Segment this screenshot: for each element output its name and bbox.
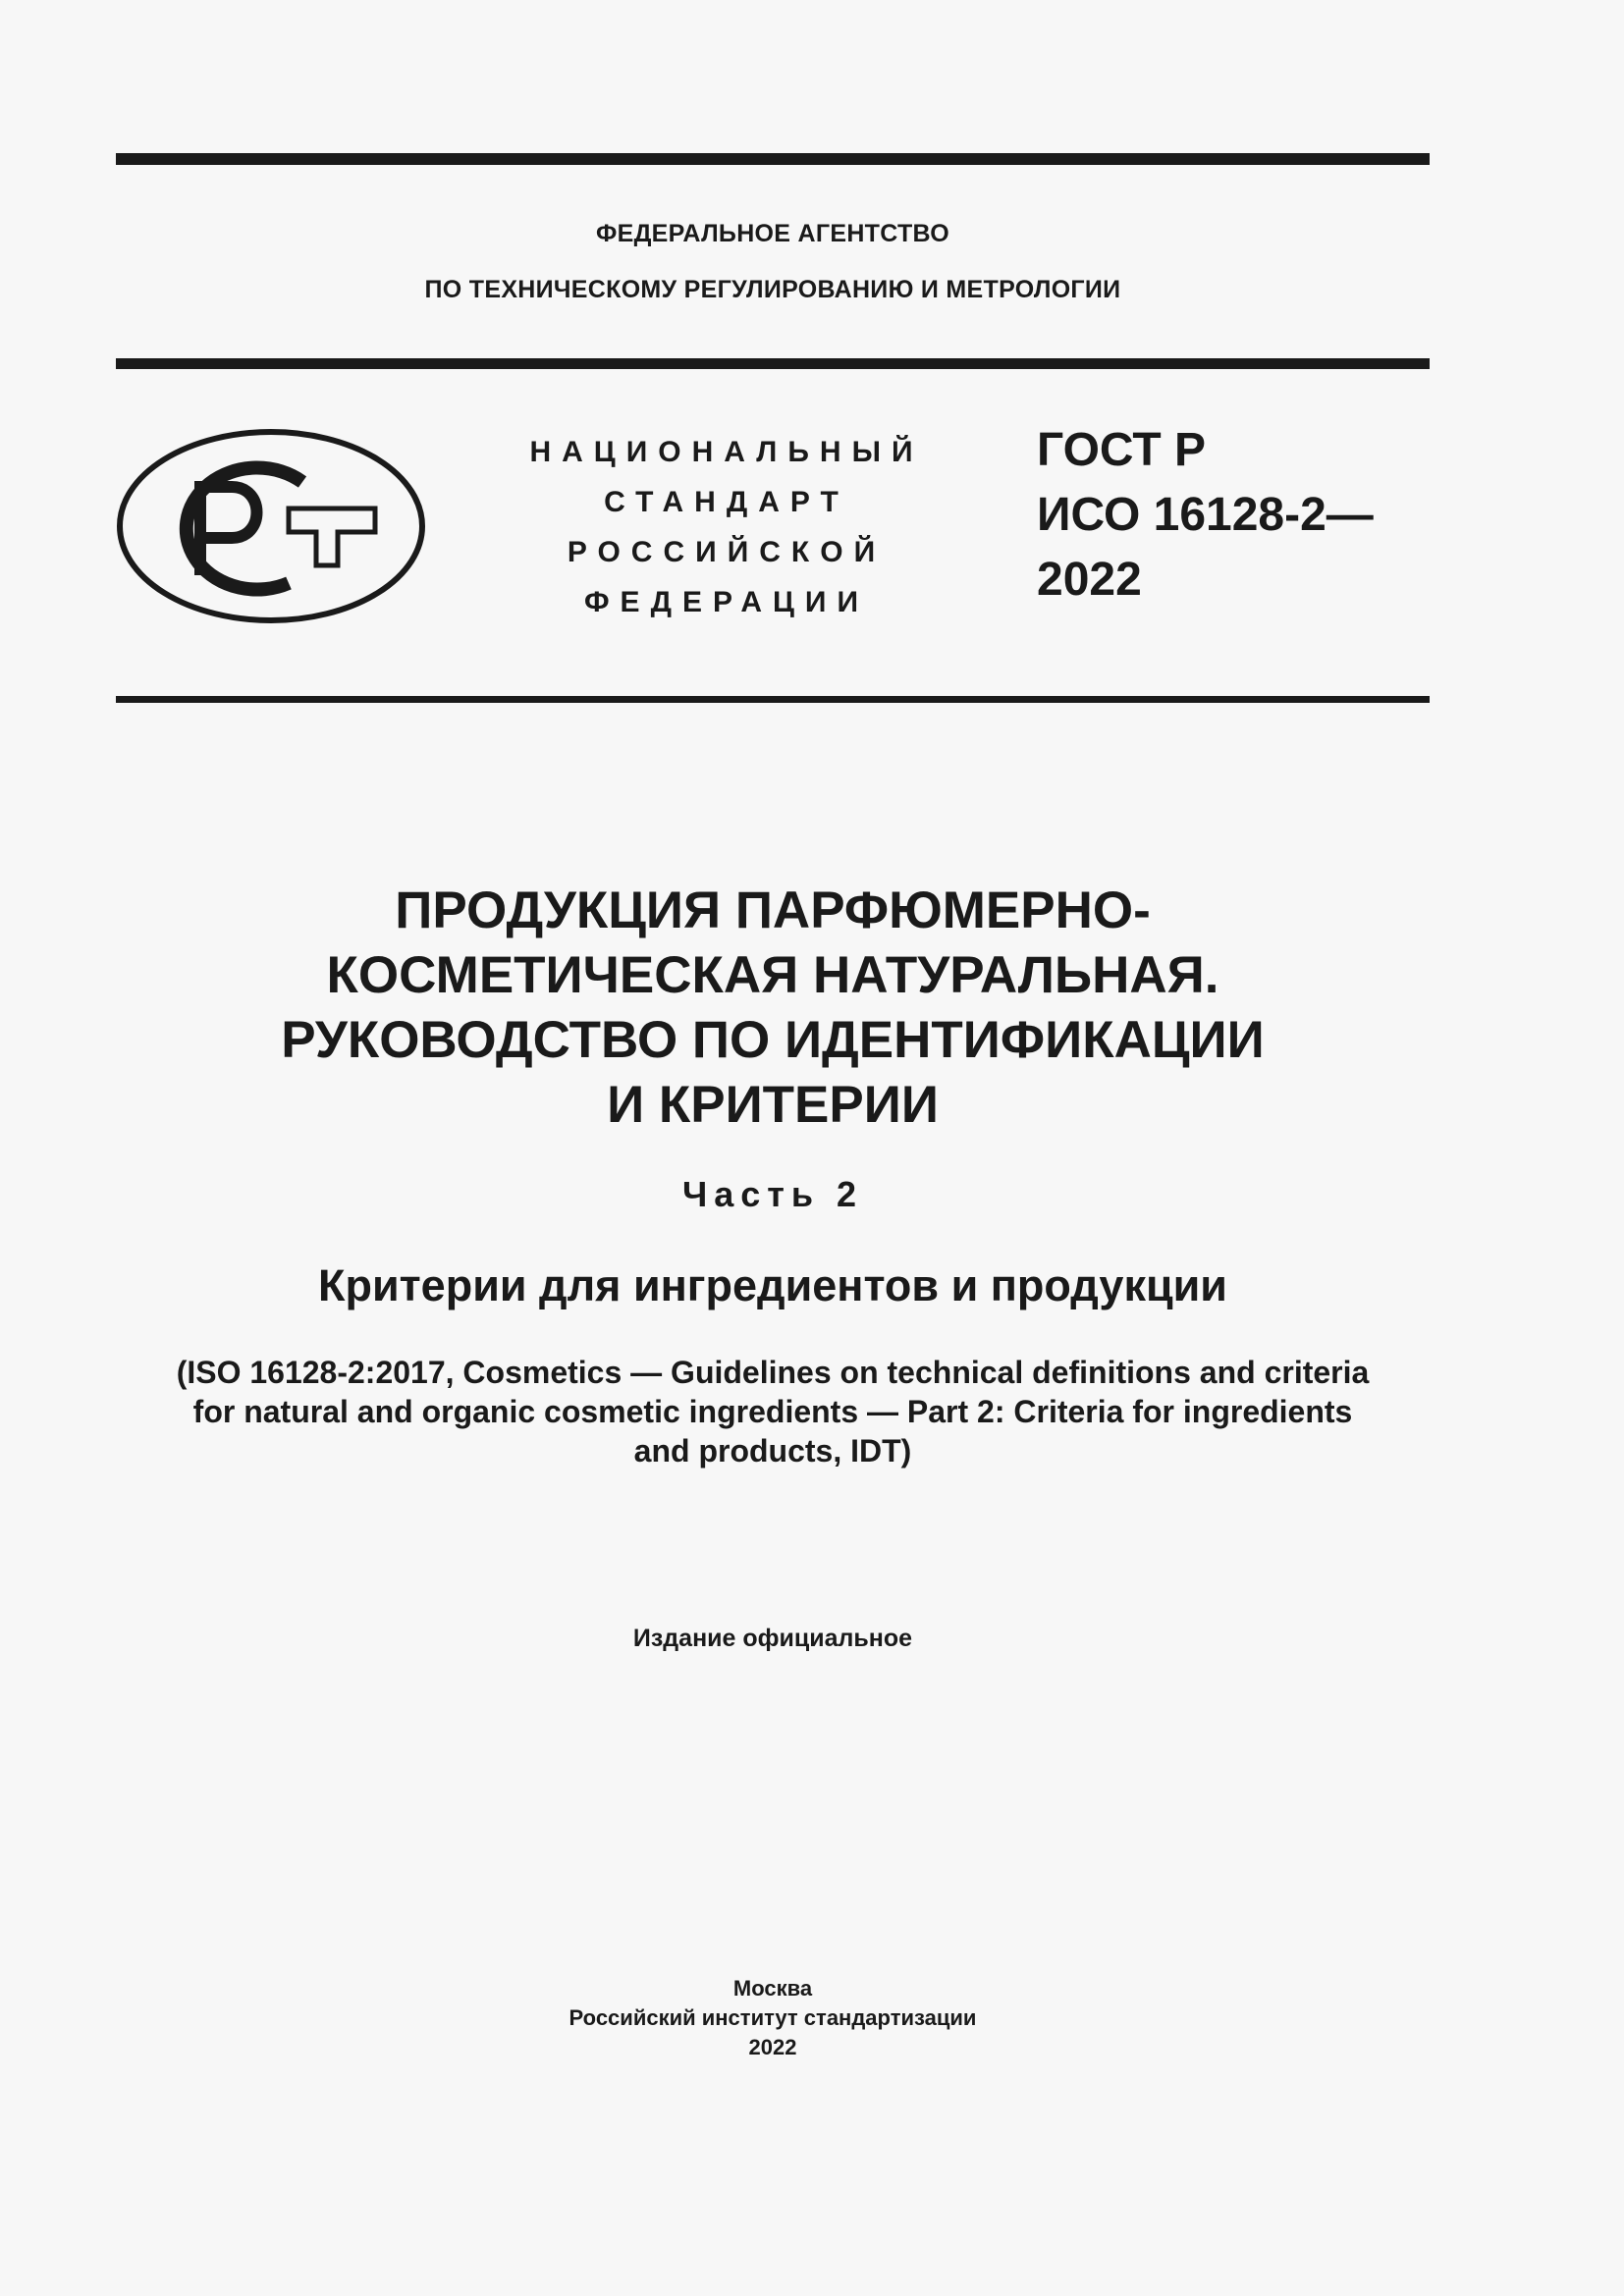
iso-reference-line: and products, IDT) <box>633 1433 912 1468</box>
document-title-line: ПРОДУКЦИЯ ПАРФЮМЕРНО- <box>395 881 1151 939</box>
designation-line: 2022 <box>1037 554 1142 606</box>
standard-type-line: ФЕДЕРАЦИИ <box>583 586 870 618</box>
document-title-line: И КРИТЕРИИ <box>607 1076 939 1134</box>
publication-year: 2022 <box>748 2035 797 2059</box>
designation-line: ИСО 16128-2— <box>1037 489 1374 541</box>
agency-line-2: ПО ТЕХНИЧЕСКОМУ РЕГУЛИРОВАНИЮ И МЕТРОЛОГИИ <box>424 276 1121 303</box>
bottom-rule <box>116 696 1430 703</box>
iso-reference-line: (ISO 16128-2:2017, Cosmetics — Guidelines on technical definitions and criteria <box>176 1355 1370 1390</box>
iso-reference-line: for natural and organic cosmetic ingredients — Part 2: Criteria for ingredients <box>192 1394 1353 1429</box>
publisher-name: Российский институт стандартизации <box>568 2005 977 2030</box>
document-title-line: КОСМЕТИЧЕСКАЯ НАТУРАЛЬНАЯ. <box>326 946 1219 1004</box>
document-title-line: РУКОВОДСТВО ПО ИДЕНТИФИКАЦИИ <box>281 1011 1265 1069</box>
standard-type-line: СТАНДАРТ <box>604 486 849 518</box>
edition-note: Издание официальное <box>632 1625 913 1652</box>
top-rule <box>116 153 1430 165</box>
middle-rule <box>116 358 1430 369</box>
standard-type-line: РОССИЙСКОЙ <box>567 536 887 568</box>
standard-type-line: НАЦИОНАЛЬНЫЙ <box>529 436 924 468</box>
part-title: Критерии для ингредиентов и продукции <box>318 1260 1227 1310</box>
designation-line: ГОСТ Р <box>1037 424 1207 476</box>
rst-logo-icon <box>116 428 426 624</box>
agency-line-1: ФЕДЕРАЛЬНОЕ АГЕНТСТВО <box>595 220 950 247</box>
publisher-city: Москва <box>732 1976 813 2001</box>
part-number: Часть 2 <box>681 1174 864 1214</box>
